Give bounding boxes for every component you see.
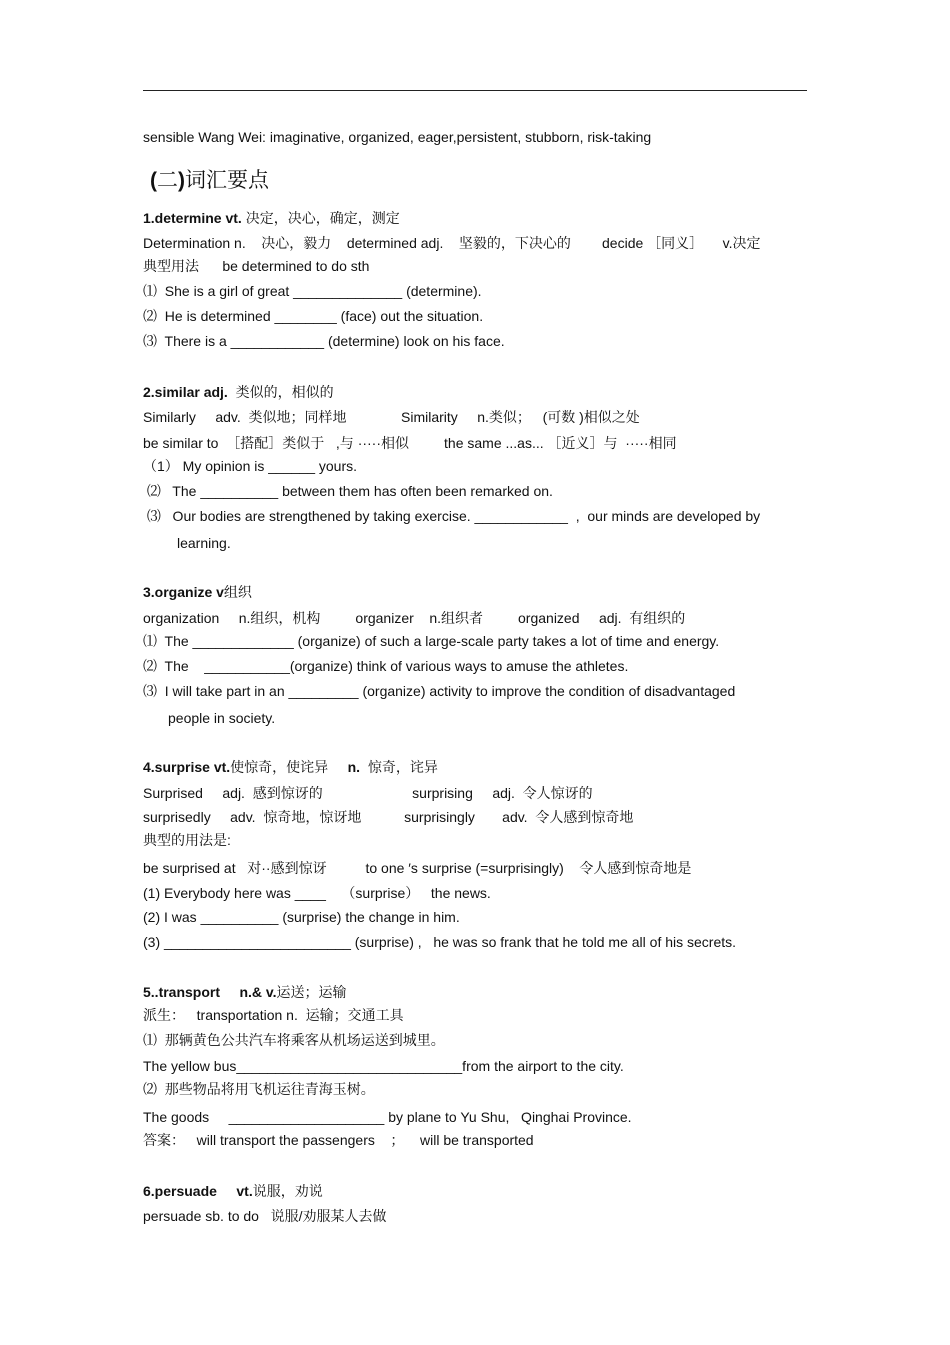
word4-heading: 4.surprise vt.使惊奇，使诧异 n. 惊奇，诧异: [143, 759, 438, 775]
intro-line: sensible Wang Wei: imaginative, organized, eager,persistent, stubborn, risk-taking: [143, 129, 652, 145]
section-title: [150, 168, 269, 194]
word4-derivatives-1: Surprised adj. 感到惊讶的 surprising adj. 令人惊讶的: [143, 785, 593, 801]
word5-exercise-1-cn: ⑴ 那辆黄色公共汽车将乘客从机场运送到城里。: [143, 1032, 445, 1048]
title-close-paren: ): [178, 169, 185, 192]
word3-exercise-1: ⑴ The _____________ (organize) of such a large-scale party takes a lot of time and energy.: [143, 633, 720, 649]
word2-exercise-3: ⑶ Our bodies are strengthened by taking exercise. ____________ , our minds are developed by: [143, 508, 761, 524]
word1-exercise-2: ⑵ He is determined ________ (face) out the situation.: [143, 308, 484, 324]
word5-exercise-2: The goods ____________________ by plane to Yu Shu, Qinghai Province.: [143, 1109, 632, 1125]
word2-exercise-3-cont: learning.: [177, 535, 231, 551]
word3-exercise-3-cont: people in society.: [168, 710, 276, 726]
word1-derivatives: Determination n. 决心，毅力 determined adj. 坚毅的，下决心的 decide ［同义］ v.决定: [143, 235, 761, 251]
word2-heading: 2.similar adj. 类似的，相似的: [143, 384, 334, 400]
word2-exercise-2: ⑵ The __________ between them has often been remarked on.: [143, 483, 553, 499]
title-number: 二: [157, 169, 178, 192]
word6-heading: 6.persuade vt.说服，劝说: [143, 1183, 323, 1199]
word1-heading: 1.determine vt. 决定，决心，确定，测定: [143, 210, 400, 226]
title-text: 词汇要点: [185, 169, 269, 192]
word5-exercise-1: The yellow bus_____________________________from the airport to the city.: [143, 1058, 624, 1074]
word4-exercise-1: (1) Everybody here was ____ （surprise） the news.: [143, 885, 491, 901]
word6-usage: persuade sb. to do 说服/劝服某人去做: [143, 1208, 387, 1224]
word3-exercise-3: ⑶ I will take part in an _________ (organize) activity to improve the condition of disadvantaged: [143, 683, 736, 699]
word3-derivatives: organization n.组织，机构 organizer n.组织者 organized adj. 有组织的: [143, 610, 686, 626]
word1-exercise-1: ⑴ She is a girl of great ______________ (determine).: [143, 283, 482, 299]
word1-usage: 典型用法 be determined to do sth: [143, 258, 370, 274]
word5-derivatives: 派生： transportation n. 运输；交通工具: [143, 1007, 404, 1023]
header-rule: [143, 90, 807, 91]
word4-exercise-2: (2) I was __________ (surprise) the change in him.: [143, 909, 460, 925]
word5-heading: 5..transport n.& v.运送；运输: [143, 984, 347, 1000]
word4-usage-label: 典型的用法是:: [143, 832, 231, 848]
word5-answer: 答案： will transport the passengers ； will be transported: [143, 1132, 534, 1148]
word4-exercise-3: (3) ________________________ (surprise) , he was so frank that he told me all of his secrets.: [143, 934, 737, 950]
word3-heading: 3.organize v组织: [143, 584, 252, 600]
word2-derivatives: Similarly adv. 类似地；同样地 Similarity n.类似； (可数 )相似之处: [143, 409, 640, 425]
word2-usage: be similar to ［搭配］类似于 ,与 ·····相似 the same ...as... ［近义］与 ·····相同: [143, 435, 677, 451]
word4-usage: be surprised at 对··感到惊讶 to one ′s surprise (=surprisingly) 令人感到惊奇地是: [143, 860, 692, 876]
word1-exercise-3: ⑶ There is a ____________ (determine) look on his face.: [143, 333, 505, 349]
word2-exercise-1: （1） My opinion is ______ yours.: [143, 458, 357, 474]
word5-exercise-2-cn: ⑵ 那些物品将用飞机运往青海玉树。: [143, 1081, 375, 1097]
word4-derivatives-2: surprisedly adv. 惊奇地，惊讶地 surprisingly adv. 令人感到惊奇地: [143, 809, 634, 825]
title-open-paren: (: [150, 169, 157, 192]
word3-exercise-2: ⑵ The ___________(organize) think of various ways to amuse the athletes.: [143, 658, 629, 674]
